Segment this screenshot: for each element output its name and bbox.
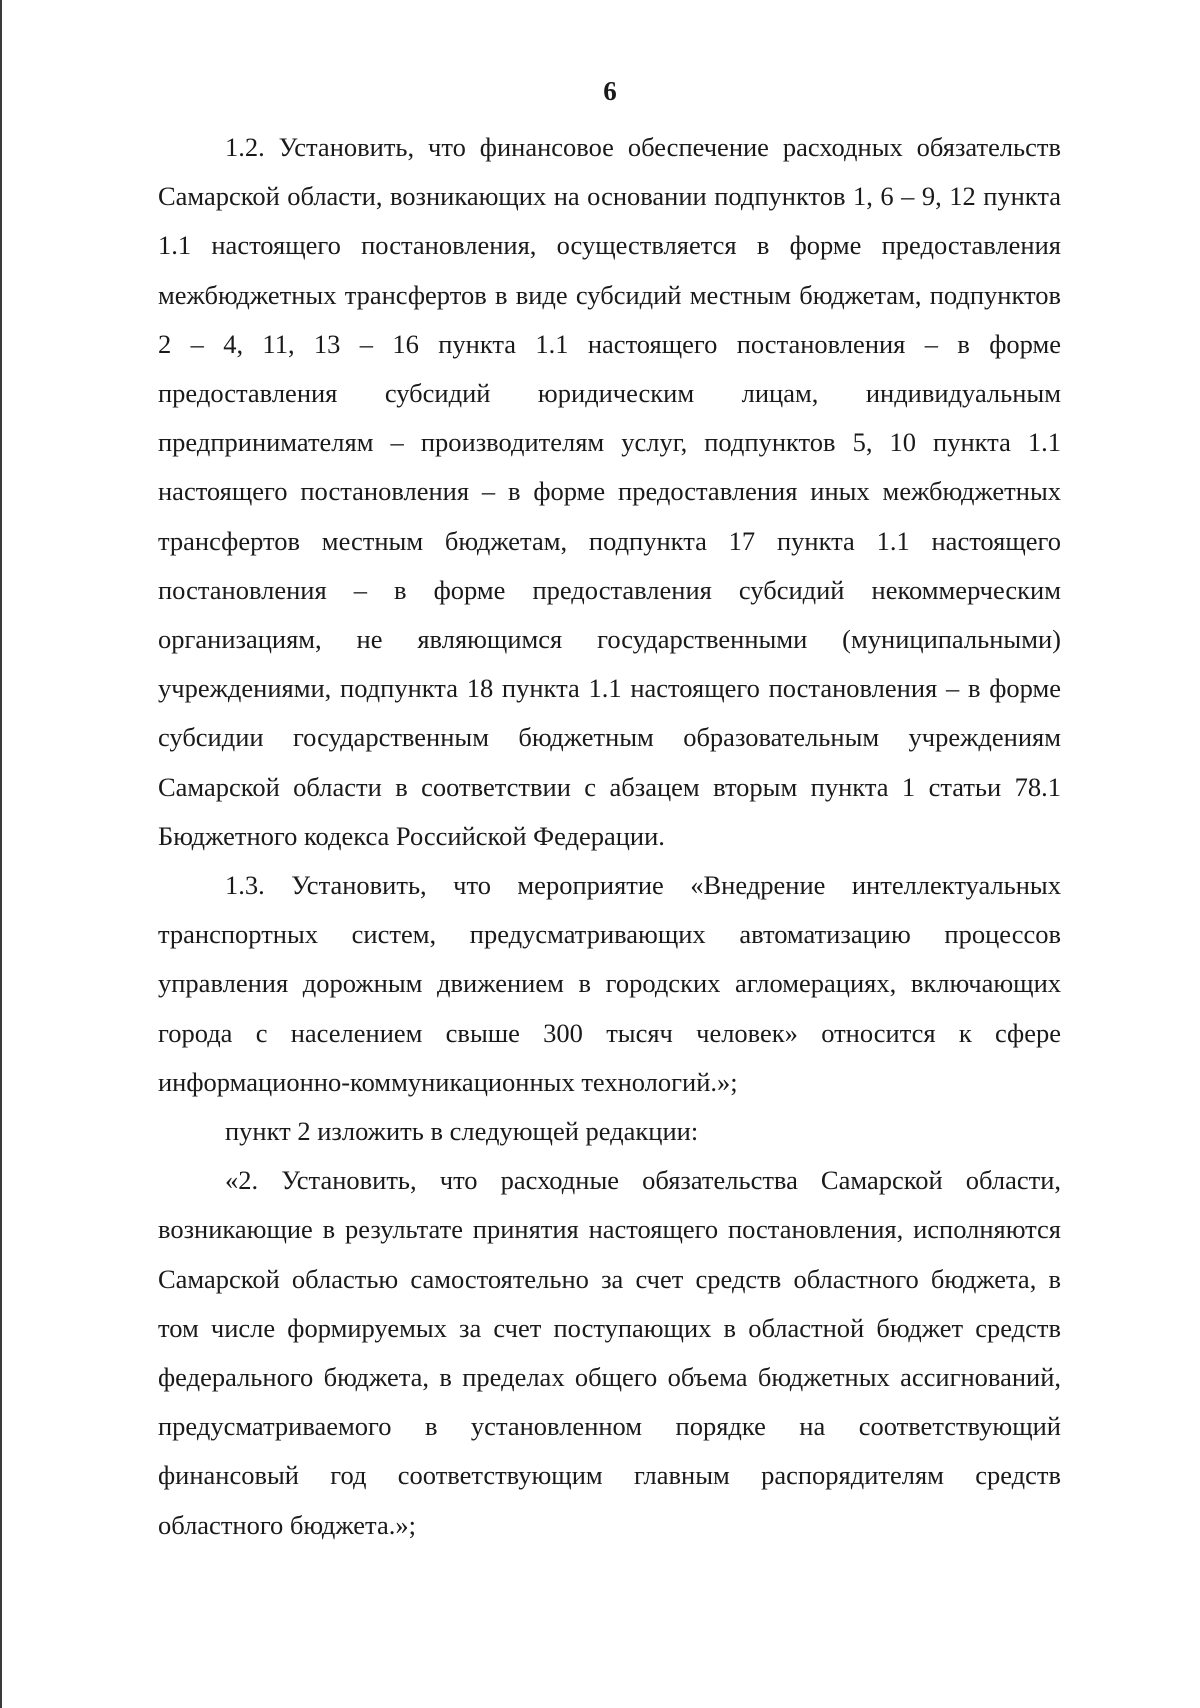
paragraph-2: «2. Установить, что расходные обязательства Самарской области, возникающие в результате принятия настоящего постановления, исполняются Самарской областью самостоятельно за счет средств областного бюджета, в том числе формируемых за счет поступающих в областной бюджет средств федерального бюджета, в пределах общего объема бюджетных ассигнований, предусматриваемого в установленном порядке на соответствующий финансовый год соответствующим главным распорядителям средств областного бюджета.»; <box>158 1165 1061 1540</box>
paragraph-amendment-intro: пункт 2 изложить в следующей редакции: <box>225 1116 699 1147</box>
document-body <box>158 123 1061 1550</box>
page-number: 6 <box>603 76 617 106</box>
paragraph-1-3: 1.3. Установить, что мероприятие «Внедрение интеллектуальных транспортных систем, предусматривающих автоматизацию процессов управления дорожным движением в городских агломерациях, включающих города с населением свыше 300 тысяч человек» относится к сфере информационно-коммуникационных технологий.»; <box>158 870 1061 1097</box>
paragraph-1-2: 1.2. Установить, что финансовое обеспечение расходных обязательств Самарской области, возникающих на основании подпунктов 1, 6 – 9, 12 пункта 1.1 настоящего постановления, осуществляется в форме предоставления межбюджетных трансфертов в виде субсидий местным бюджетам, подпунктов 2 – 4, 11, 13 – 16 пункта 1.1 настоящего постановления – в форме предоставления субсидий юридическим лицам, индивидуальным предпринимателям – производителям услуг, подпунктов 5, 10 пункта 1.1 настоящего постановления – в форме предоставления иных межбюджетных трансфертов местным бюджетам, подпункта 17 пункта 1.1 настоящего постановления – в форме предоставления субсидий некоммерческим организациям, не являющимся государственными (муниципальными) учреждениями, подпункта 18 пункта 1.1 настоящего постановления – в форме субсидии государственным бюджетным образовательным учреждениям Самарской области в соответствии с абзацем вторым пункта 1 статьи 78.1 Бюджетного кодекса Российской Федерации. <box>158 132 1061 851</box>
scan-edge-line <box>0 0 2 1708</box>
